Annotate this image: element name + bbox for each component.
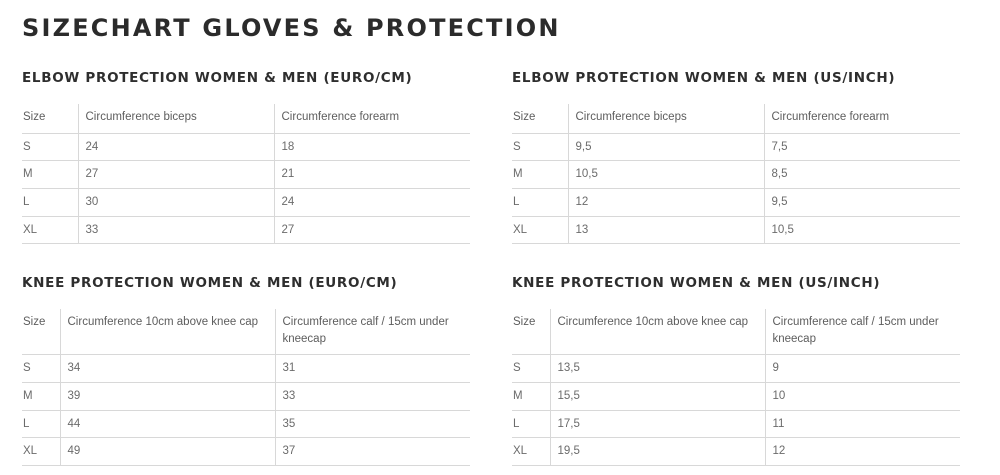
table-header-row: [22, 104, 470, 133]
cell-calf: 12: [765, 438, 960, 466]
cell-size: XL: [512, 216, 568, 244]
cell-size: M: [22, 161, 78, 189]
cell-forearm: 10,5: [764, 216, 960, 244]
cell-size: M: [22, 383, 60, 411]
section-title: ELBOW PROTECTION WOMEN & MEN (EURO/CM): [22, 70, 413, 86]
table-row: [512, 410, 960, 438]
cell-forearm: 8,5: [764, 161, 960, 189]
section-title: KNEE PROTECTION WOMEN & MEN (US/INCH): [512, 275, 881, 291]
table-row: [22, 161, 470, 189]
cell-biceps: 30: [78, 189, 274, 217]
cell-calf: 10: [765, 383, 960, 411]
section-knee-euro: [22, 275, 474, 466]
table-row: [512, 216, 960, 244]
cell-above-knee: 19,5: [550, 438, 765, 466]
size-table: [22, 309, 470, 466]
section-elbow-euro: [22, 70, 474, 244]
table-header-row: [22, 309, 470, 355]
cell-forearm: 21: [274, 161, 470, 189]
cell-size: L: [22, 410, 60, 438]
cell-size: XL: [22, 438, 60, 466]
column-header-forearm: Circumference forearm: [274, 104, 470, 133]
cell-above-knee: 15,5: [550, 383, 765, 411]
column-header-biceps: Circumference biceps: [568, 104, 764, 133]
cell-size: XL: [22, 216, 78, 244]
cell-size: XL: [512, 438, 550, 466]
cell-above-knee: 49: [60, 438, 275, 466]
cell-biceps: 24: [78, 133, 274, 161]
column-header-calf: Circumference calf / 15cm under kneecap: [765, 309, 960, 355]
cell-above-knee: 34: [60, 355, 275, 383]
section-elbow-us: [512, 70, 964, 244]
table-row: [512, 438, 960, 466]
cell-size: M: [512, 161, 568, 189]
page-title: SIZECHART GLOVES & PROTECTION: [22, 14, 561, 42]
size-table: [512, 309, 960, 466]
cell-forearm: 27: [274, 216, 470, 244]
column-header-size: Size: [22, 309, 60, 355]
column-header-biceps: Circumference biceps: [78, 104, 274, 133]
table-row: [22, 355, 470, 383]
column-header-above-knee: Circumference 10cm above knee cap: [60, 309, 275, 355]
cell-forearm: 7,5: [764, 133, 960, 161]
column-header-size: Size: [512, 309, 550, 355]
column-header-forearm: Circumference forearm: [764, 104, 960, 133]
cell-biceps: 10,5: [568, 161, 764, 189]
table-row: [512, 161, 960, 189]
size-table: [512, 104, 960, 244]
table-header-row: [512, 104, 960, 133]
cell-calf: 33: [275, 383, 470, 411]
cell-calf: 37: [275, 438, 470, 466]
table-row: [512, 383, 960, 411]
table-row: [512, 189, 960, 217]
table-row: [512, 133, 960, 161]
cell-above-knee: 44: [60, 410, 275, 438]
cell-above-knee: 17,5: [550, 410, 765, 438]
cell-above-knee: 13,5: [550, 355, 765, 383]
cell-above-knee: 39: [60, 383, 275, 411]
table-row: [22, 133, 470, 161]
section-title: KNEE PROTECTION WOMEN & MEN (EURO/CM): [22, 275, 398, 291]
cell-calf: 31: [275, 355, 470, 383]
cell-biceps: 13: [568, 216, 764, 244]
table-row: [22, 216, 470, 244]
cell-calf: 35: [275, 410, 470, 438]
table-row: [22, 410, 470, 438]
cell-calf: 11: [765, 410, 960, 438]
cell-forearm: 9,5: [764, 189, 960, 217]
table-row: [22, 383, 470, 411]
cell-forearm: 24: [274, 189, 470, 217]
cell-calf: 9: [765, 355, 960, 383]
cell-biceps: 9,5: [568, 133, 764, 161]
cell-biceps: 27: [78, 161, 274, 189]
section-title: ELBOW PROTECTION WOMEN & MEN (US/INCH): [512, 70, 896, 86]
cell-size: S: [22, 133, 78, 161]
size-table: [22, 104, 470, 244]
cell-biceps: 33: [78, 216, 274, 244]
cell-size: L: [22, 189, 78, 217]
cell-size: L: [512, 189, 568, 217]
cell-size: S: [512, 133, 568, 161]
column-header-size: Size: [22, 104, 78, 133]
cell-size: S: [512, 355, 550, 383]
table-row: [512, 355, 960, 383]
cell-size: M: [512, 383, 550, 411]
table-row: [22, 189, 470, 217]
section-knee-us: [512, 275, 964, 466]
column-header-size: Size: [512, 104, 568, 133]
cell-biceps: 12: [568, 189, 764, 217]
column-header-above-knee: Circumference 10cm above knee cap: [550, 309, 765, 355]
table-row: [22, 438, 470, 466]
column-header-calf: Circumference calf / 15cm under kneecap: [275, 309, 470, 355]
cell-forearm: 18: [274, 133, 470, 161]
table-header-row: [512, 309, 960, 355]
cell-size: S: [22, 355, 60, 383]
cell-size: L: [512, 410, 550, 438]
